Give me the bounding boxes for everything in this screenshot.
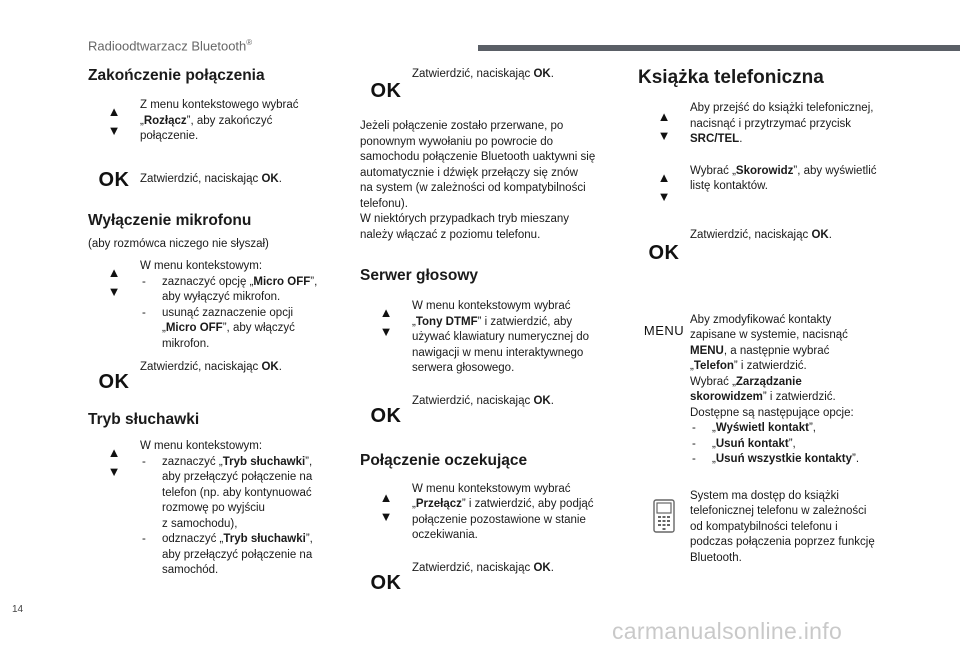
text-line: Dostępne są następujące opcje: [690,406,854,419]
option-name: skorowidzem [690,391,763,403]
text-span: aby przełączyć połączenie na [162,548,313,561]
instruction-dtmf [360,299,615,377]
text-span: Wybrać „ [690,164,736,177]
text-span: „ [412,315,416,328]
arrow-up-icon: ▲ [107,445,121,460]
text-span: ”, aby zakończyć [186,114,273,127]
ok-symbol [360,394,412,428]
text-line [690,164,877,180]
heading-call-waiting: Połączenie oczekujące [360,451,528,469]
instruction-text [690,489,875,567]
ok-symbol [88,360,140,394]
instruction-text [690,228,832,244]
instruction-switch [360,482,615,544]
mic-off-note: (aby rozmówca niczego nie słyszał) [88,237,269,250]
text-span: Zatwierdzić, naciskając [690,228,812,241]
text-span: zaznaczyć „ [162,455,223,468]
menu-icon: MENU [643,322,685,338]
ok-symbol [88,169,140,192]
instruction-confirm [360,62,615,103]
ok-icon: OK [370,80,402,102]
text-line: samochodu połączenie Bluetooth uaktywni się [360,151,596,163]
text-span: ” i zatwierdzić, aby [477,315,573,328]
arrow-down-icon: ▼ [107,464,121,479]
text-span: mikrofon. [162,337,210,350]
ok-icon: OK [98,168,130,191]
ok-icon: OK [370,404,402,427]
instruction-open-phonebook [638,101,898,148]
option-name: Telefon [693,360,734,372]
text-line: połączenie pozostawione w stanie [412,513,586,526]
text-span: „ [140,114,144,127]
list-item [140,275,317,306]
text-line: nawigacji w menu interaktywnego [412,346,584,359]
text-span: odznaczyć „ [162,533,224,545]
instruction-confirm [638,228,898,265]
text-span: z samochodu), [162,517,238,530]
instruction-text [412,394,554,410]
up-down-arrows-icon [360,482,412,524]
text-span: . [550,561,554,574]
text-span: Zatwierdzić, naciskając [412,68,534,80]
arrow-down-icon: ▼ [107,123,121,138]
instruction-text [140,169,282,188]
text-line: zapisane w systemie, nacisnąć [690,329,848,341]
heading-end-call: Zakończenie połączenia [88,67,265,84]
ok-label: OK [533,394,551,407]
text-span: . [550,68,554,80]
text-span: usunąć zaznaczenie opcji [162,306,294,319]
instruction-text [140,439,313,579]
list-item [140,455,313,533]
text-line: Z menu kontekstowego wybrać [140,99,299,111]
instruction-directory [638,164,898,204]
menu-symbol [638,313,690,338]
text-line: Aby przejść do książki telefonicznej, [690,102,874,114]
heading-voice-server: Serwer głosowy [360,267,479,284]
ok-label: OK [533,68,551,80]
up-down-arrows-icon [88,98,140,138]
instruction-mic-off [88,259,343,352]
up-down-arrows-icon [638,101,690,143]
up-down-arrows-icon [360,299,412,339]
button-name: SRC/TEL [690,133,740,145]
list-item [690,437,859,453]
instruction-confirm [88,360,343,394]
text-span: ”, aby włączyć [222,322,295,334]
text-line: Bluetooth. [690,551,742,564]
ok-icon: OK [648,241,680,264]
instruction-handset-mode [88,439,343,579]
header-title-text: Radioodtwarzacz Bluetooth [88,38,247,54]
instruction-text [690,313,859,468]
text-line: połączenie. [140,130,199,142]
column-2 [360,62,615,595]
option-name: Usuń wszystkie kontakty [715,453,852,465]
text-line: listę kontaktów. [690,180,768,192]
instruction-text [412,299,589,377]
heading-mic-off: Wyłączenie mikrofonu [88,211,252,229]
page-number: 14 [12,604,24,615]
arrow-down-icon: ▼ [107,284,121,299]
ok-icon: OK [98,371,130,393]
text-line [140,114,299,130]
arrow-up-icon: ▲ [107,265,121,280]
text-line [412,497,594,513]
arrow-down-icon: ▼ [657,128,671,143]
text-span: , a następnie wybrać [723,344,830,357]
option-name: Zarządzanie [735,375,802,388]
phone-symbol [638,489,690,533]
option-name: Skorowidz [735,164,794,177]
list-item [690,421,859,437]
text-span: „ [412,498,416,510]
button-name: MENU [690,344,724,357]
arrow-down-icon: ▼ [379,324,393,339]
ok-symbol [360,561,412,595]
text-span: Wybrać „ [690,375,736,388]
text-span: ”, [310,275,318,288]
mobile-phone-icon [653,499,675,533]
arrow-down-icon: ▼ [657,188,671,204]
text-line: W niektórych przypadkach tryb mieszany [360,213,569,225]
instruction-text [412,482,594,544]
up-down-arrows-icon [638,164,690,204]
arrow-up-icon: ▲ [379,489,393,505]
option-list [140,275,317,353]
text-line: telefonicznej telefonu w zależności [690,505,867,517]
text-span: . [739,133,743,145]
instruction-text [412,62,554,83]
text-span: ”, [305,533,313,545]
text-span: rozmowę po wyjściu [162,502,265,514]
text-span: ” i zatwierdzić. [762,391,836,403]
text-line [690,390,859,406]
text-span: ”. [851,453,860,465]
text-line: Aby zmodyfikować kontakty [690,313,832,326]
text-line: podczas połączenia poprzez funkcję [690,536,875,548]
option-name: Micro OFF [253,275,311,288]
registered-mark: ® [246,38,253,47]
text-line: W menu kontekstowym: [140,440,263,452]
ok-symbol [360,62,412,103]
option-name: Tryb słuchawki [222,455,306,468]
text-line: należy włączać z poziomu telefonu. [360,228,541,241]
text-line: oczekiwania. [412,529,478,541]
option-list [140,455,313,579]
option-name: Wyświetl kontakt [715,422,809,434]
instruction-confirm [88,169,343,192]
text-line: W menu kontekstowym wybrać [412,482,571,495]
text-line: używać klawiatury numerycznej do [412,331,590,343]
header-bar [478,45,960,51]
text-span: ” i zatwierdzić, aby podjąć [461,498,594,510]
list-item [140,532,313,579]
text-line: nacisnąć i przytrzymać przycisk [690,117,852,130]
instruction-confirm [360,394,615,428]
arrow-down-icon: ▼ [379,508,393,524]
option-name: Tryb słuchawki [223,533,306,545]
text-span: ”, [808,422,816,434]
text-span: . [278,172,282,185]
instruction-text [140,360,282,376]
option-name: Rozłącz [143,114,187,127]
ok-icon: OK [370,571,402,594]
text-line [412,315,589,331]
instruction-edit-contacts [638,313,898,468]
text-span: „ [712,422,716,434]
heading-phonebook: Książka telefoniczna [638,67,824,88]
text-line: serwera głosowego. [412,362,515,374]
text-span: . [550,394,554,407]
text-line: na system (w zależności od kompatybilności [360,182,586,194]
instruction-text [690,101,873,148]
list-item [690,452,859,468]
text-line [690,132,873,148]
text-line: od kompatybilności telefonu i [690,520,838,533]
option-list [690,421,859,468]
ok-label: OK [261,361,279,373]
text-span: . [278,361,282,373]
ok-symbol [638,228,690,265]
phone-compat-note [638,489,898,567]
text-span: „ [162,322,166,334]
ok-label: OK [533,561,551,574]
list-item [140,306,317,353]
text-span: ”, [788,437,796,450]
reconnect-note [360,119,615,243]
text-span: „ [712,453,716,465]
text-span: ”, [305,455,313,468]
arrow-up-icon: ▲ [107,104,121,119]
text-line: System ma dostęp do książki [690,489,839,502]
arrow-up-icon: ▲ [379,305,393,320]
option-name: Micro OFF [165,322,223,334]
instruction-end-call [88,98,343,145]
option-name: Usuń kontakt [715,437,789,450]
instruction-text [140,259,317,352]
text-span: Zatwierdzić, naciskając [140,361,262,373]
section-header-title [88,38,252,53]
up-down-arrows-icon [88,259,140,299]
text-span: samochód. [162,564,219,576]
instruction-text [140,98,299,145]
watermark: carmanualsonline.info [612,618,843,644]
text-line [690,375,859,391]
up-down-arrows-icon [88,439,140,479]
instruction-text [690,164,877,195]
text-line [690,359,859,375]
text-span: Zatwierdzić, naciskając [140,172,262,185]
text-span: „ [712,437,716,450]
text-span: ”, aby wyświetlić [793,164,877,177]
instruction-confirm [360,561,615,595]
ok-label: OK [811,228,829,241]
text-line: W menu kontekstowym: [140,260,263,272]
text-line: ponownym wywołaniu po powrocie do [360,135,554,148]
text-line: telefonu). [360,197,408,210]
option-name: Przełącz [415,498,462,510]
text-span: ” i zatwierdzić. [733,360,807,372]
option-name: Tony DTMF [415,315,478,328]
text-span: aby przełączyć połączenie na [162,471,313,483]
text-span: aby wyłączyć mikrofon. [162,291,281,303]
text-span: Zatwierdzić, naciskając [412,394,534,407]
text-span: Zatwierdzić, naciskając [412,561,534,574]
heading-handset-mode: Tryb słuchawki [88,411,200,428]
text-line: W menu kontekstowym wybrać [412,300,571,312]
instruction-text [412,561,554,577]
ok-label: OK [261,172,279,185]
arrow-up-icon: ▲ [657,169,671,185]
column-1 [88,62,343,579]
text-span: telefon (np. aby kontynuować [162,486,312,499]
arrow-up-icon: ▲ [657,109,671,124]
text-line: Jeżeli połączenie zostało przerwane, po [360,120,564,132]
text-line [690,344,859,360]
text-span: zaznaczyć opcję „ [162,275,254,288]
text-span: „ [690,360,694,372]
column-3 [638,62,898,566]
text-span: . [828,228,832,241]
text-line: automatycznie i dźwięk przełączy się znów [360,166,578,179]
